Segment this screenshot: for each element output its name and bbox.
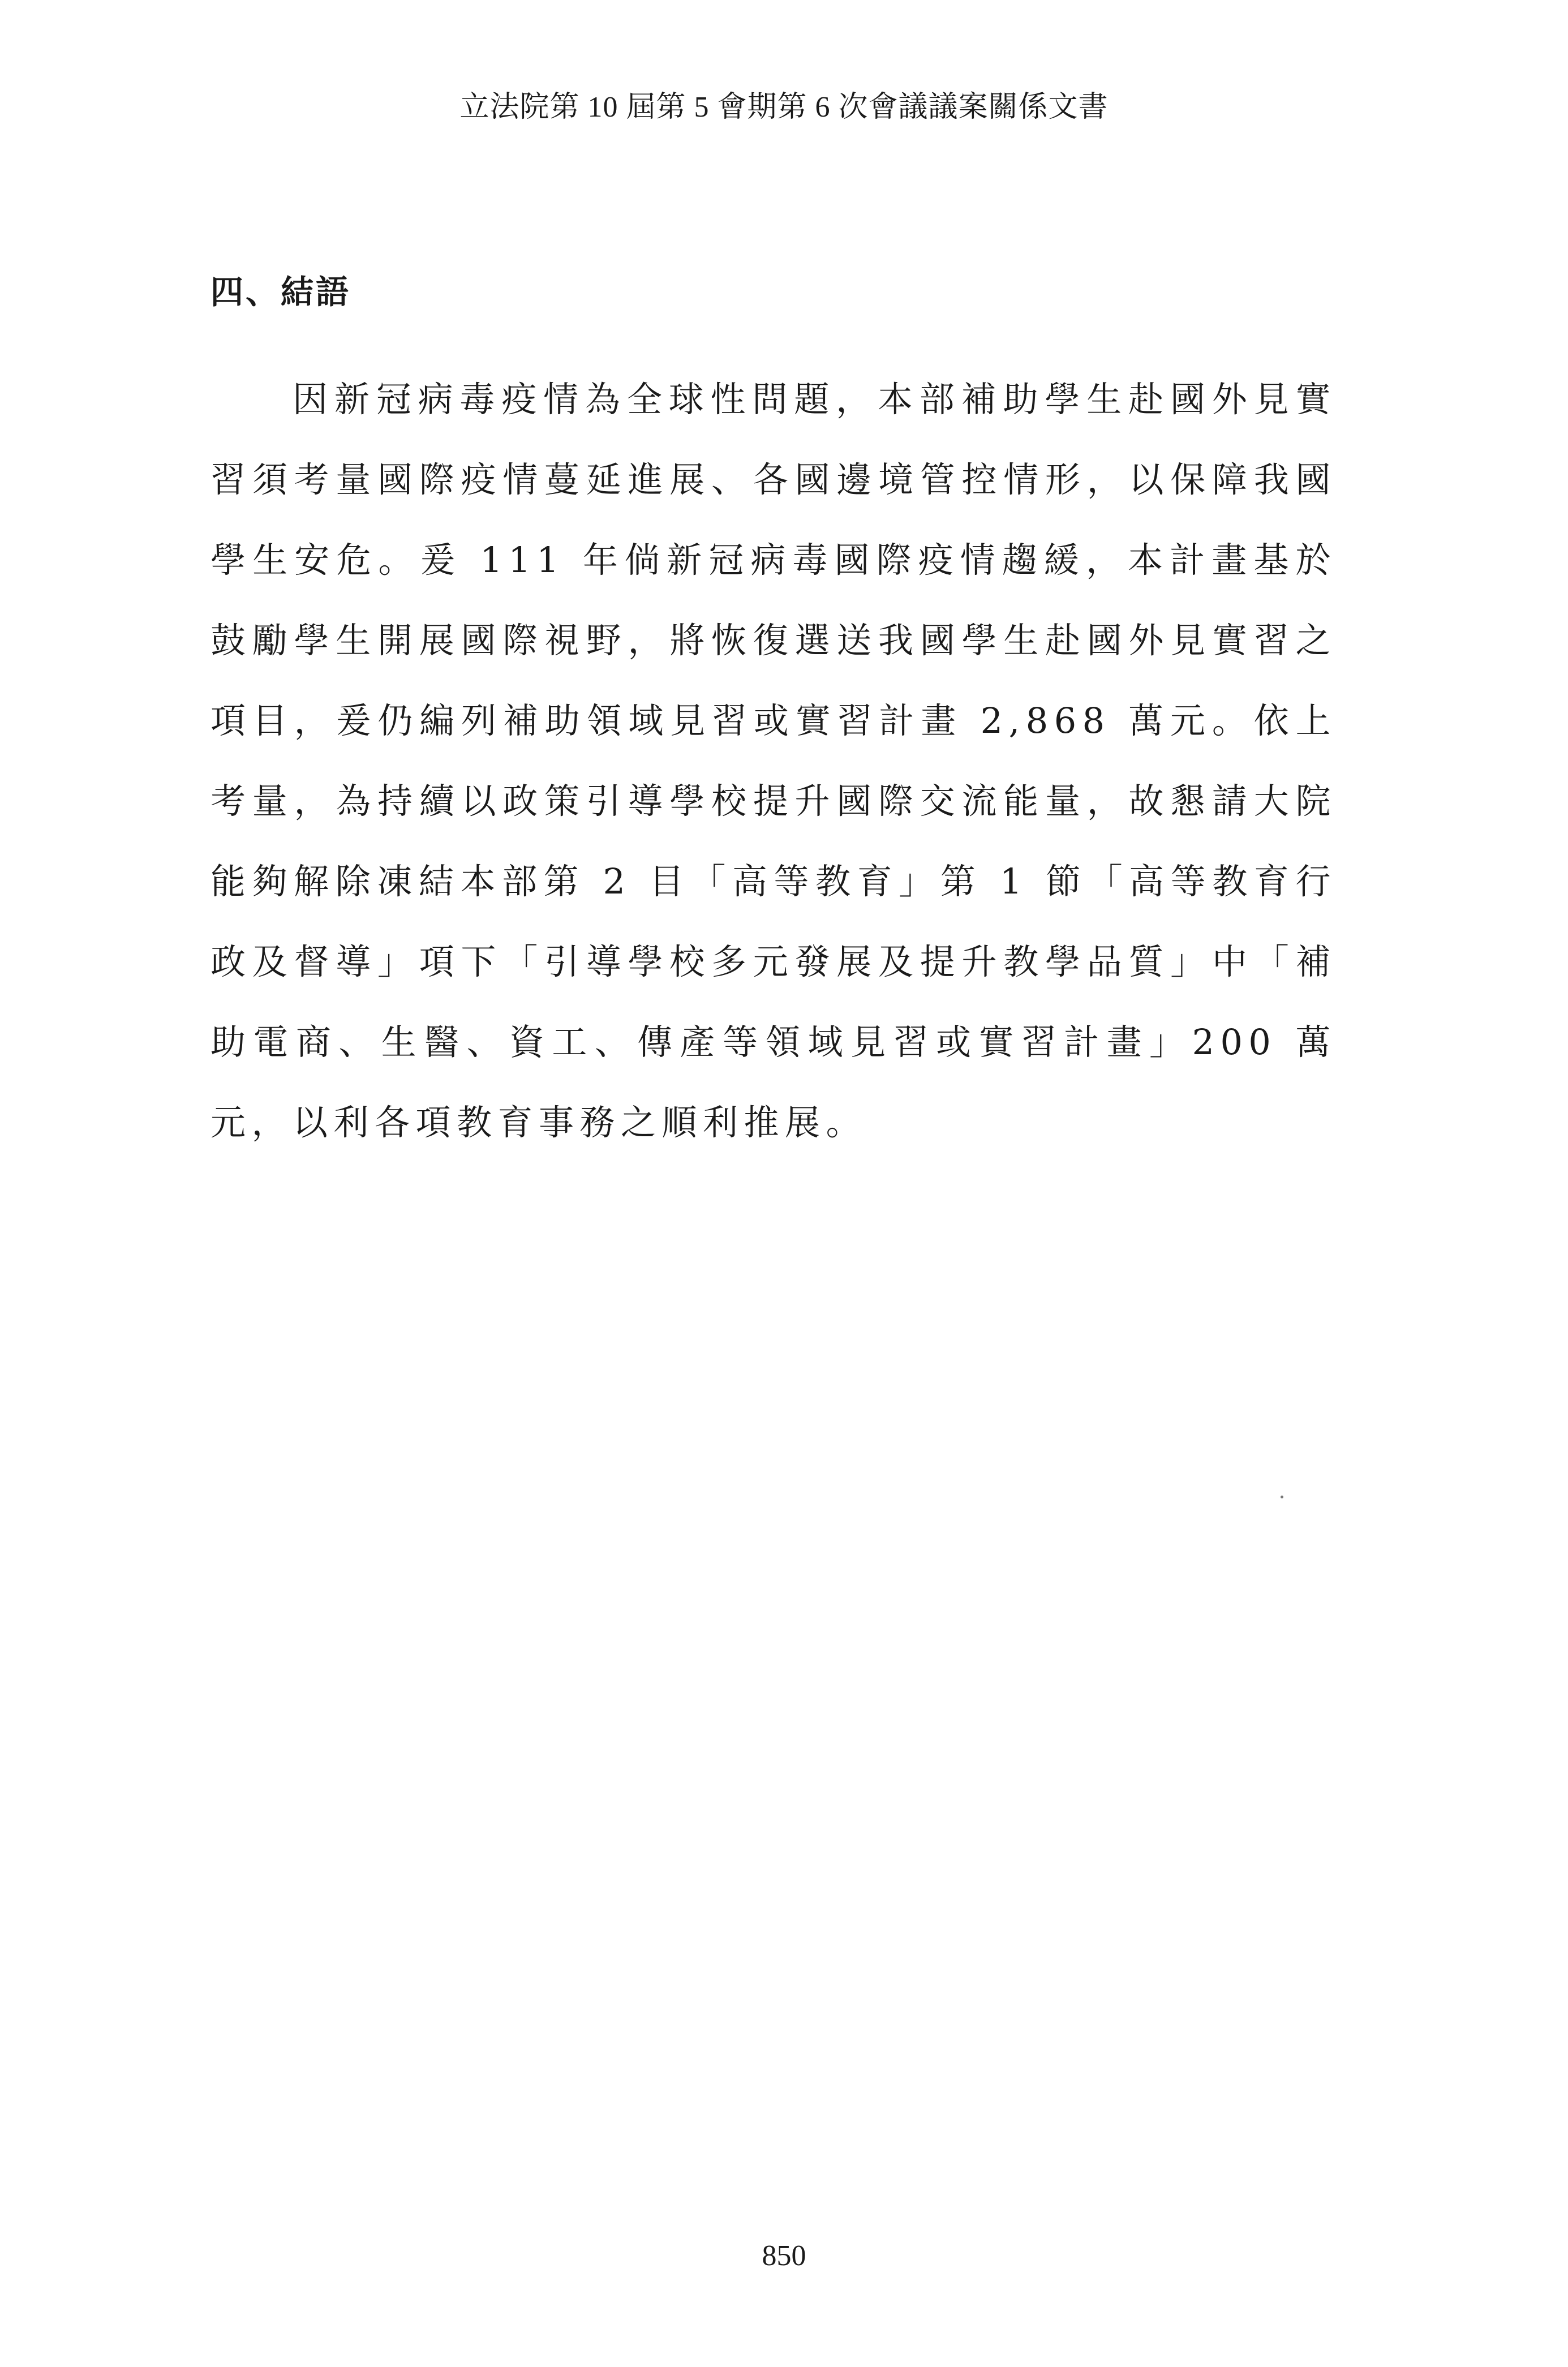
page-number: 850: [762, 2240, 806, 2272]
section-heading: 四、結語: [211, 273, 351, 311]
body-paragraph: 因新冠病毒疫情為全球性問題，本部補助學生赴國外見實習須考量國際疫情蔓延進展、各國邊境管控情形，以保障我國學生安危。爰 111 年倘新冠病毒國際疫情趨緩，本計畫基於鼓勵學生開展國際視野，將恢復選送我國學生赴國外見實習之項目，爰仍編列補助領域見習或實習計畫 2,868 萬元。依上考量，為持續以政策引導學校提升國際交流能量，故懇請大院能夠解除凍結本部第 2 目「高等教育」第 1 節「高等教育行政及督導」項下「引導學校多元發展及提升教學品質」中「補助電商、生醫、資工、傳產等領域見習或實習計畫」200 萬元，以利各項教育事務之順利推展。: [211, 379, 1337, 1143]
scan-speck: [1281, 1496, 1283, 1498]
page-header: 立法院第 10 屆第 5 會期第 6 次會議議案關係文書: [459, 91, 1109, 123]
